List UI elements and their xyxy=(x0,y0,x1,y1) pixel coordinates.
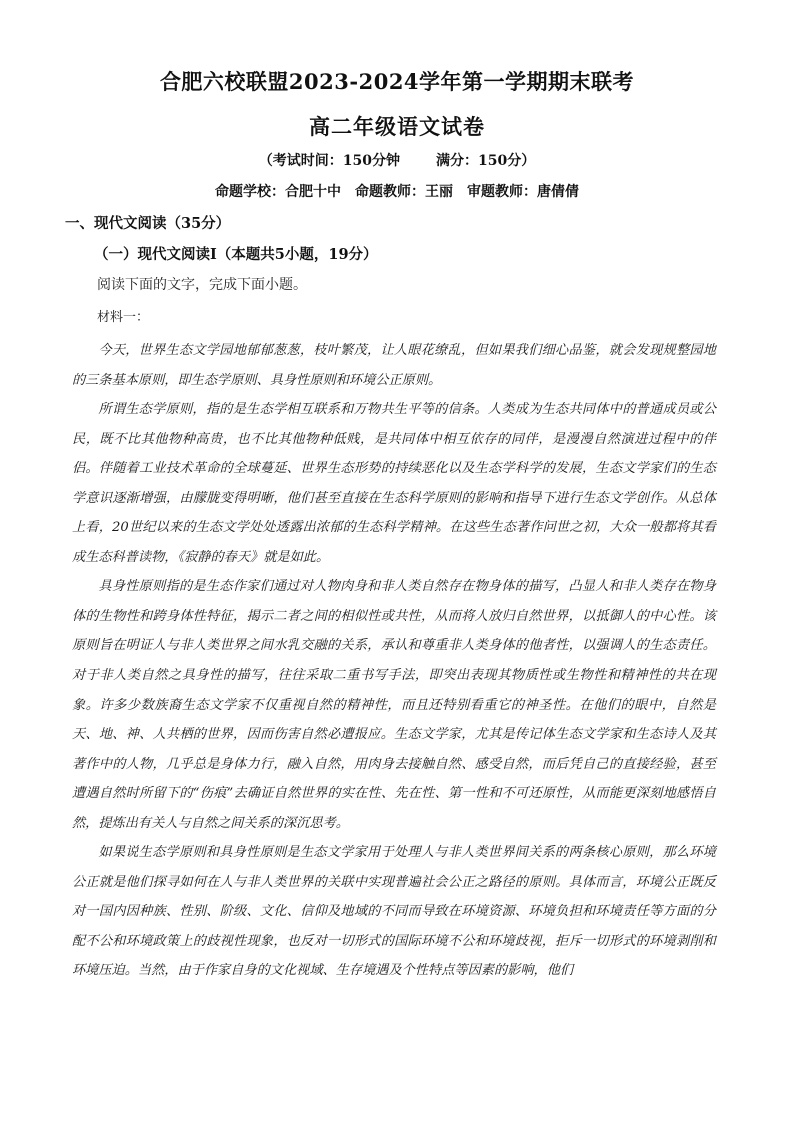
question-reviewer: 审题教师：唐倩倩 xyxy=(467,184,579,200)
material-label: 材料一： xyxy=(97,310,150,325)
paper-subtitle: 高二年级语文试卷 xyxy=(309,114,485,139)
paragraph-3: 具身性原则指的是生态作家们通过对人物肉身和非人类自然存在物身体的描写，凸显人和非人类存在物身体的生物性和跨身体性特征，揭示二者之间的相似性或共性，从而将人放归自然世界，以抵御人的中心性。该原则旨在明证人与非人类世界之间水乳交融的关系，承认和尊重非人类身体的他者性，以强调人的生态责任。对于非人类自然之具身性的描写，往往采取二重书写手法，即突出表现其物质性或生物性和精神性的共在现象。许多少数族裔生态文学家不仅重视自然的精神性，而且还特别看重它的神圣性。在他们的眼中，自然是天、地、神、人共栖的世界，因而伤害自然必遭报应。生态文学家，尤其是传记体生态文学家和生态诗人及其著作中的人物，几乎总是身体力行，融入自然，用肉身去接触自然、感受自然，而后凭自己的直接经验，甚至遭遇自然时所留下的“伤痕”去确证自然世界的实在性、先在性、第一性和不可还原性，从而能更深刻地感悟自然，提炼出有关人与自然之间关系的深沉思考。 xyxy=(72,579,716,831)
paragraph-2: 所谓生态学原则，指的是生态学相互联系和万物共生平等的信条。人类成为生态共同体中的普通成员或公民，既不比其他物种高贵，也不比其他物种低贱，是共同体中相互依存的同伴，是漫漫自然演进过程中的伴侣。伴随着工业技术革命的全球蔓延、世界生态形势的持续恶化以及生态学科学的发展，生态文学家们的生态学意识逐渐增强，由朦胧变得明晰，他们甚至直接在生态科学原则的影响和指导下进行生态文学创作。从总体上看，20世纪以来的生态文学处处透露出浓郁的生态科学精神。在这些生态著作问世之初，大众一般都将其看成生态科普读物，《寂静的春天》就是如此。 xyxy=(72,402,716,565)
full-score: 满分：150分） xyxy=(436,153,536,169)
exam-info-line xyxy=(0,150,794,170)
exam-time: （考试时间：150分钟 xyxy=(258,153,400,169)
subsection-heading: （一）现代文阅读Ⅰ（本题共5小题，19分） xyxy=(94,246,378,263)
exam-title: 合肥六校联盟2023-2024学年第一学期期末联考 xyxy=(159,69,635,94)
section-heading: 一、现代文阅读（35分） xyxy=(65,215,231,232)
paragraph-4: 如果说生态学原则和具身性原则是生态文学家用于处理人与非人类世界间关系的两条核心原则，那么环境公正就是他们探寻如何在人与非人类世界的关联中实现普遍社会公正之路径的原则。具体而言，环境公正既反对一国内因种族、性别、阶级、文化、信仰及地域的不同而导致在环境资源、环境负担和环境责任等方面的分配不公和环境政策上的歧视性现象，也反对一切形式的国际环境不公和环境歧视，拒斥一切形式的环境剥削和环境压迫。当然，由于作家自身的文化视域、生存境遇及个性特点等因素的影响，他们 xyxy=(72,845,716,979)
question-setter: 命题教师：王丽 xyxy=(355,184,453,200)
credits-line xyxy=(0,181,794,201)
setting-school: 命题学校：合肥十中 xyxy=(215,184,341,200)
paragraph-1: 今天，世界生态文学园地郁郁葱葱，枝叶繁茂，让人眼花缭乱，但如果我们细心品鉴，就会发现规整园地的三条基本原则，即生态学原则、具身性原则和环境公正原则。 xyxy=(72,343,716,388)
reading-instruction: 阅读下面的文字，完成下面小题。 xyxy=(97,277,307,293)
material-body xyxy=(72,336,716,986)
